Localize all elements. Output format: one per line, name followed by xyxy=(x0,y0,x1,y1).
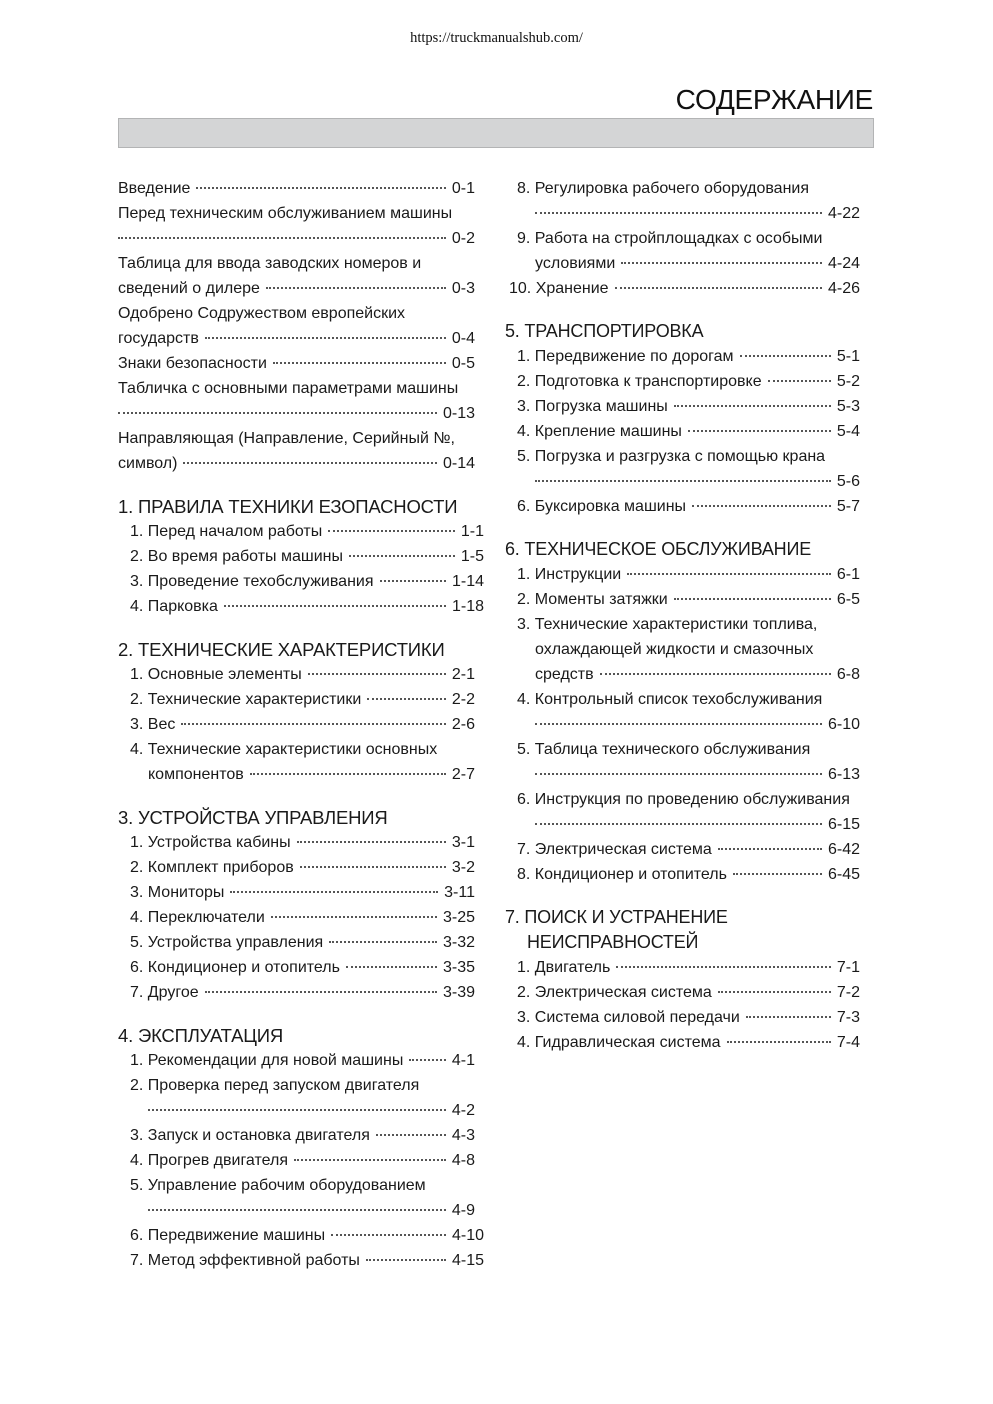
toc-entry[interactable]: 3. Мониторы 3-11 xyxy=(130,884,475,901)
toc-entry[interactable]: 4. Переключатели 3-25 xyxy=(130,909,475,926)
toc-entry[interactable]: 2. Комплект приборов 3-2 xyxy=(130,859,475,876)
toc-entry[interactable]: Направляющая (Направление, Серийный №, xyxy=(118,430,455,447)
toc-entry[interactable]: 1. Рекомендации для новой машины 4-1 xyxy=(130,1052,475,1069)
section-heading: 4. ЭКСПЛУАТАЦИЯ xyxy=(118,1025,284,1046)
toc-entry[interactable]: 5. Управление рабочим оборудованием xyxy=(130,1177,426,1194)
section-heading: 3. УСТРОЙСТВА УПРАВЛЕНИЯ xyxy=(118,807,388,828)
toc-entry[interactable]: 5. Таблица технического обслуживания xyxy=(517,741,811,758)
page-title: СОДЕРЖАНИЕ xyxy=(675,84,873,115)
toc-right-column xyxy=(505,176,860,1055)
toc-entry[interactable]: 4. Контрольный список техобслуживания xyxy=(517,691,823,708)
toc-entry[interactable]: 2. Подготовка к транспортировке 5-2 xyxy=(517,373,860,390)
title-band xyxy=(118,118,874,148)
toc-entry[interactable]: 6. Инструкция по проведению обслуживания xyxy=(517,791,850,808)
toc-entry[interactable]: 5. Устройства управления 3-32 xyxy=(130,934,475,951)
toc-entry[interactable]: 9. Работа на стройплощадках с особыми xyxy=(517,230,823,247)
toc-entry[interactable]: 3. Вес 2-6 xyxy=(130,716,475,733)
toc-entry[interactable]: 1. Передвижение по дорогам 5-1 xyxy=(517,348,860,365)
toc-entry[interactable]: 8. Регулировка рабочего оборудования xyxy=(517,180,810,197)
toc-entry[interactable]: 2. Во время работы машины 1-5 xyxy=(130,548,484,565)
section-heading-cont: НЕИСПРАВНОСТЕЙ xyxy=(527,932,699,952)
section-heading: 5. ТРАНСПОРТИРОВКА xyxy=(505,321,704,341)
section-heading: 6. ТЕХНИЧЕСКОЕ ОБСЛУЖИВАНИЕ xyxy=(505,539,812,559)
toc-entry[interactable]: Перед техническим обслуживанием машины xyxy=(118,205,453,222)
toc-entry[interactable]: Введение 0-1 xyxy=(118,180,475,197)
toc-entry[interactable]: 4. Прогрев двигателя 4-8 xyxy=(130,1152,475,1169)
section-heading: 2. ТЕХНИЧЕСКИЕ ХАРАКТЕРИСТИКИ xyxy=(118,639,445,660)
toc-entry[interactable]: 2. Технические характеристики 2-2 xyxy=(130,691,475,708)
toc-entry[interactable]: 10. Хранение 4-26 xyxy=(509,280,860,297)
toc-entry-cont[interactable]: 6-15 xyxy=(505,812,860,837)
toc-entry[interactable]: Знаки безопасности 0-5 xyxy=(118,355,475,372)
toc-entry[interactable]: 2. Проверка перед запуском двигателя xyxy=(130,1077,420,1094)
toc-entry[interactable]: 1. Основные элементы 2-1 xyxy=(130,666,475,683)
toc-entry-cont[interactable]: 4-2 xyxy=(118,1098,475,1123)
toc-entry[interactable]: 1. Устройства кабины 3-1 xyxy=(130,834,475,851)
toc-entry[interactable]: 2. Электрическая система 7-2 xyxy=(517,984,860,1001)
page-url: https://truckmanualshub.com/ xyxy=(410,30,583,46)
toc-entry[interactable]: 1. Двигатель 7-1 xyxy=(517,959,860,976)
toc-entry-cont[interactable]: 0-13 xyxy=(118,401,475,426)
toc-entry[interactable]: 4. Парковка 1-18 xyxy=(130,598,484,615)
toc-entry[interactable]: 7. Метод эффективной работы 4-15 xyxy=(130,1252,484,1269)
toc-entry[interactable]: Одобрено Содружеством европейских xyxy=(118,305,406,322)
toc-entry[interactable]: 4. Гидравлическая система 7-4 xyxy=(517,1034,860,1051)
toc-entry[interactable]: 4. Технические характеристики основных xyxy=(130,741,438,758)
toc-entry-cont[interactable]: сведений о дилере 0-3 xyxy=(118,280,475,297)
section-heading: 7. ПОИСК И УСТРАНЕНИЕ xyxy=(505,907,728,927)
toc-entry[interactable]: 3. Проведение техобслуживания 1-14 xyxy=(130,573,484,590)
toc-entry-cont[interactable]: 5-6 xyxy=(505,469,860,494)
toc-entry-cont[interactable]: охлаждающей жидкости и смазочных xyxy=(535,641,814,658)
toc-left-column xyxy=(118,176,484,1273)
toc-entry[interactable]: 3. Запуск и остановка двигателя 4-3 xyxy=(130,1127,475,1144)
toc-entry[interactable]: Таблица для ввода заводских номеров и xyxy=(118,255,422,272)
toc-entry[interactable]: 1. Инструкции 6-1 xyxy=(517,566,860,583)
toc-entry[interactable]: 1. Перед началом работы 1-1 xyxy=(130,523,484,540)
toc-entry-cont[interactable]: государств 0-4 xyxy=(118,330,475,347)
toc-entry-cont[interactable]: 0-2 xyxy=(118,226,475,251)
toc-entry-cont[interactable]: символ) 0-14 xyxy=(118,455,475,472)
toc-entry[interactable]: 8. Кондиционер и отопитель 6-45 xyxy=(517,866,860,883)
toc-entry-cont[interactable]: 4-22 xyxy=(505,201,860,226)
toc-entry[interactable]: 6. Буксировка машины 5-7 xyxy=(517,498,860,515)
toc-entry[interactable]: 6. Передвижение машины 4-10 xyxy=(130,1227,484,1244)
toc-entry[interactable]: Табличка с основными параметрами машины xyxy=(118,380,459,397)
toc-entry-cont[interactable]: условиями 4-24 xyxy=(535,255,860,272)
toc-entry[interactable]: 3. Технические характеристики топлива, xyxy=(517,616,818,633)
toc-entry[interactable]: 3. Погрузка машины 5-3 xyxy=(517,398,860,415)
toc-entry[interactable]: 7. Другое 3-39 xyxy=(130,984,475,1001)
toc-entry-cont[interactable]: 6-13 xyxy=(505,762,860,787)
toc-entry[interactable]: 5. Погрузка и разгрузка с помощью крана xyxy=(517,448,826,465)
toc-entry[interactable]: 2. Моменты затяжки 6-5 xyxy=(517,591,860,608)
toc-entry-cont[interactable]: 4-9 xyxy=(118,1198,475,1223)
toc-entry[interactable]: 6. Кондиционер и отопитель 3-35 xyxy=(130,959,475,976)
toc-entry-cont[interactable]: компонентов 2-7 xyxy=(148,766,475,783)
toc-entry[interactable]: 3. Система силовой передачи 7-3 xyxy=(517,1009,860,1026)
toc-entry-cont[interactable]: средств 6-8 xyxy=(535,666,860,683)
section-heading: 1. ПРАВИЛА ТЕХНИКИ ЕЗОПАСНОСТИ xyxy=(118,496,458,517)
toc-entry-cont[interactable]: 6-10 xyxy=(505,712,860,737)
toc-entry[interactable]: 7. Электрическая система 6-42 xyxy=(517,841,860,858)
toc-entry[interactable]: 4. Крепление машины 5-4 xyxy=(517,423,860,440)
